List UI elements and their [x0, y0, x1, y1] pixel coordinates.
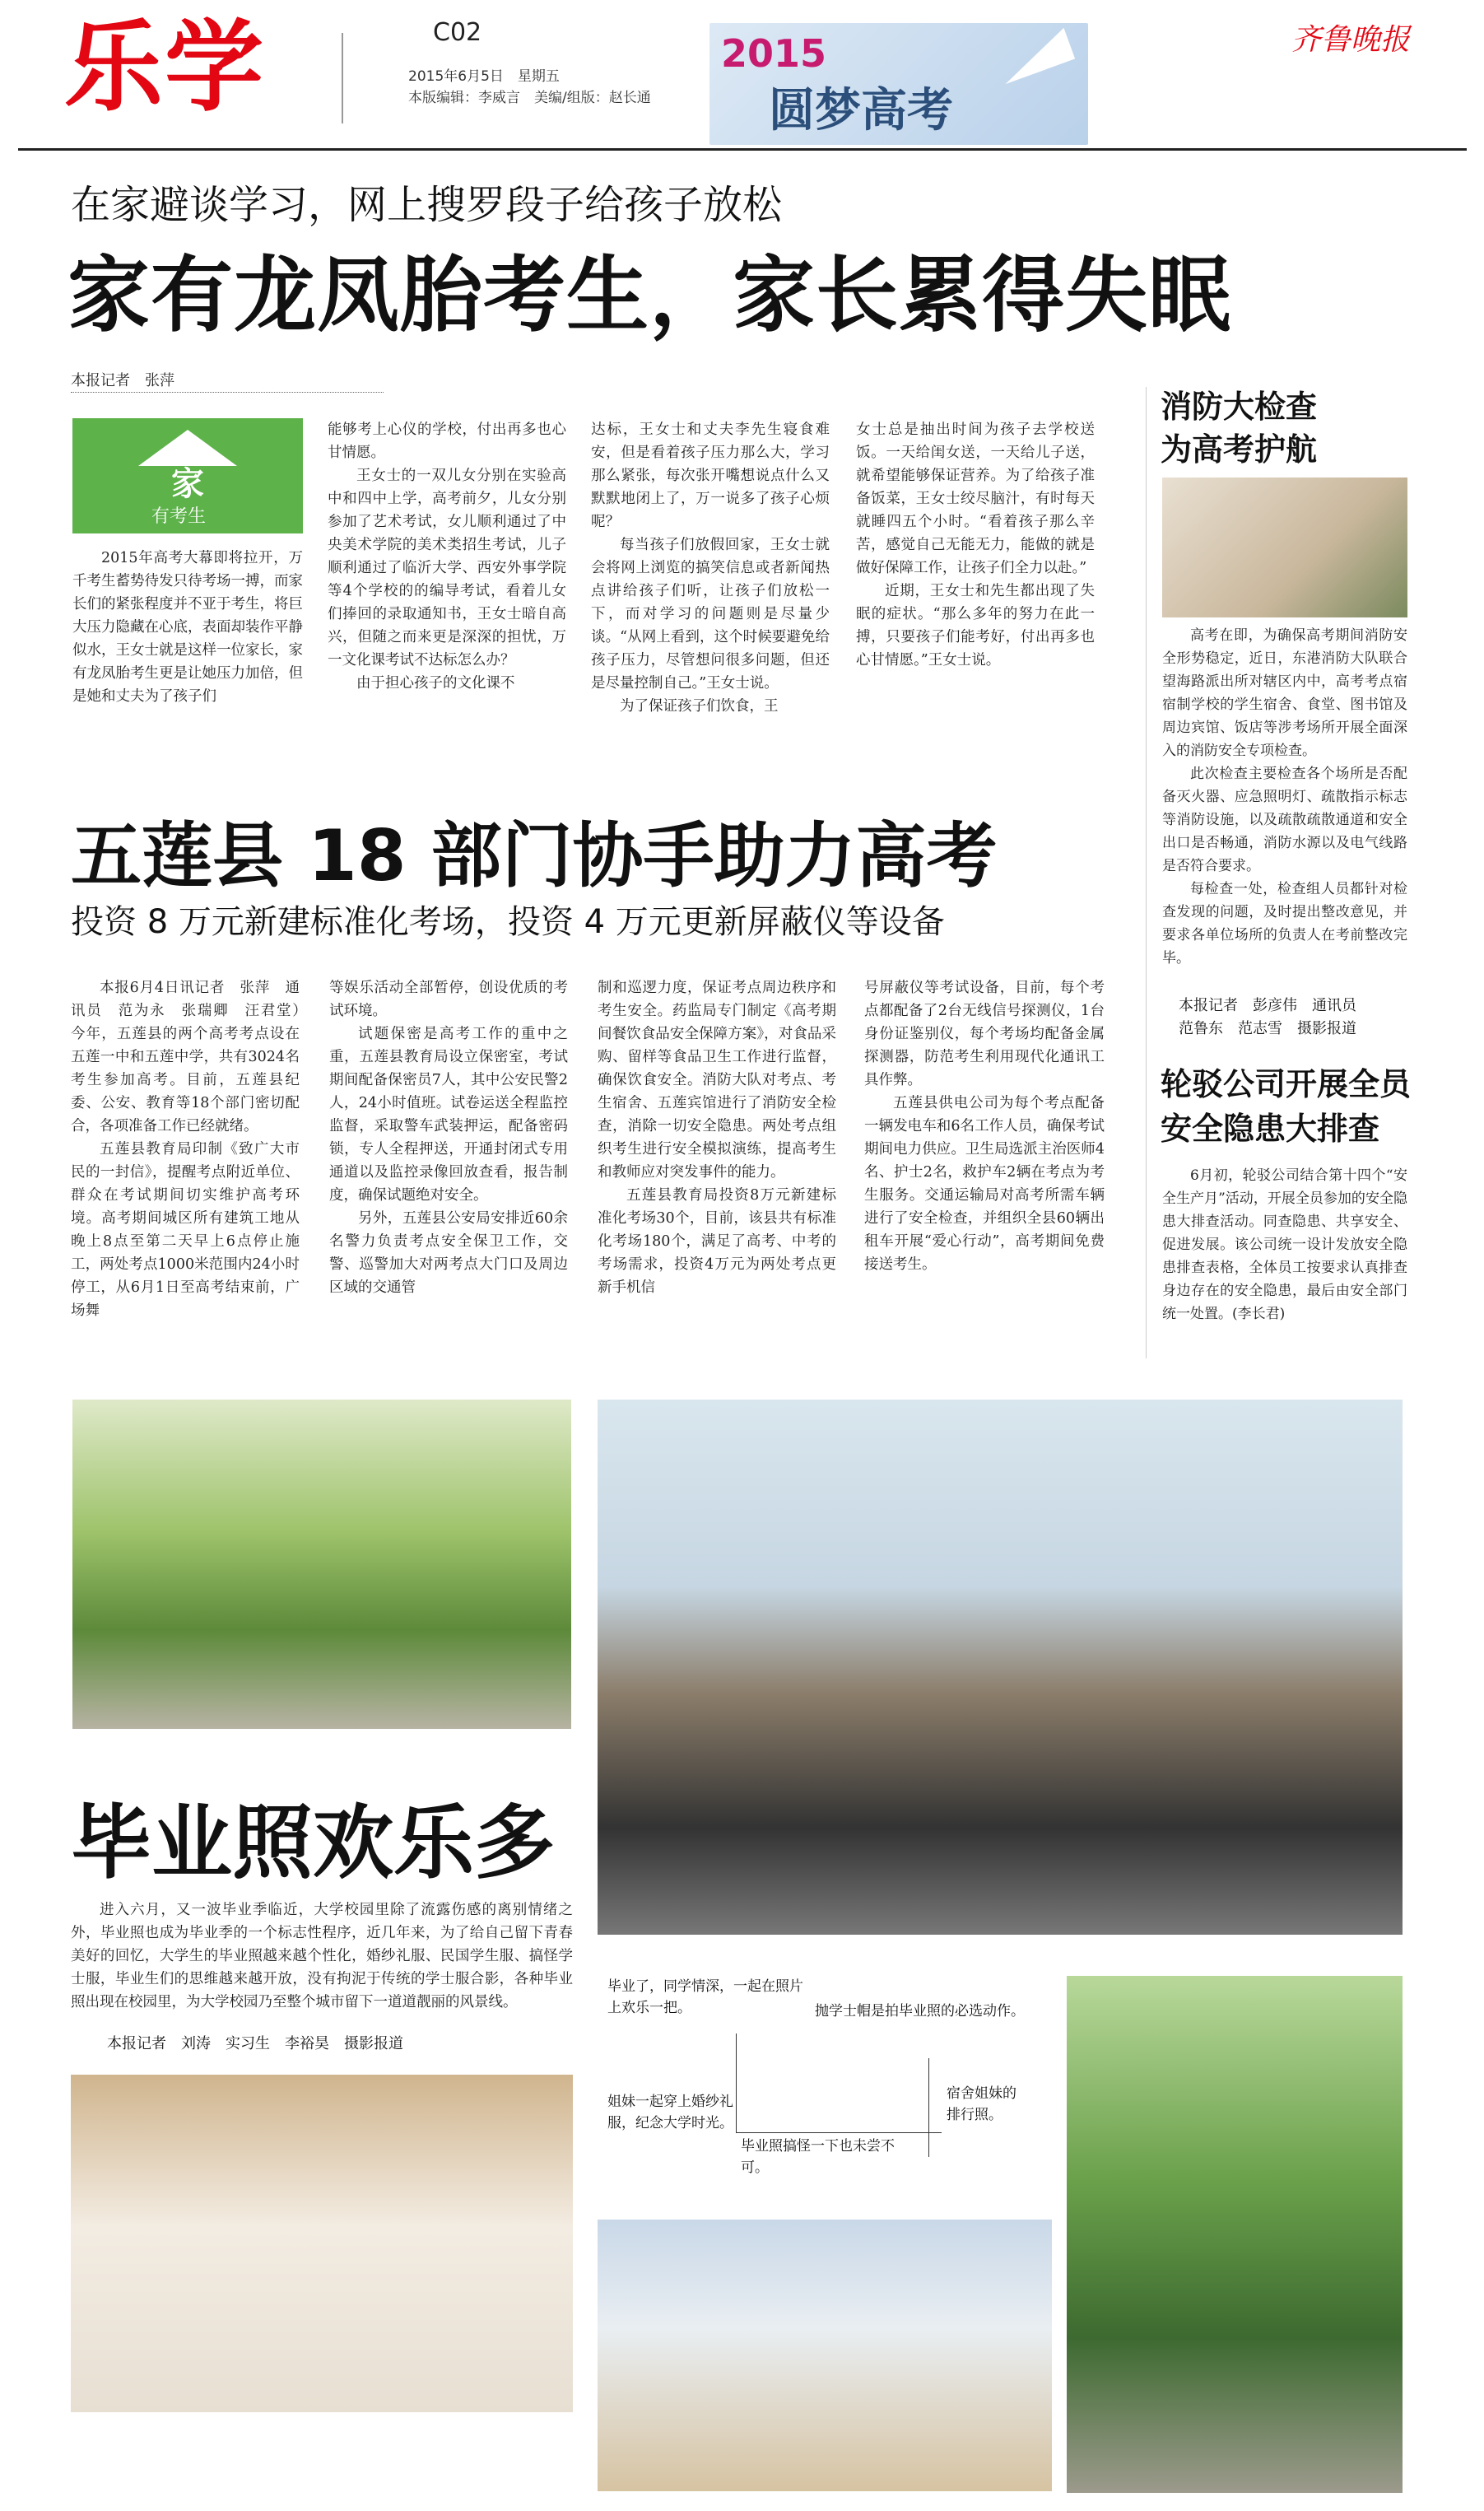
- masthead-divider: [342, 33, 343, 123]
- lead-headline: 家有龙凤胎考生，家长累得失眠: [67, 247, 1231, 343]
- paragraph: 另外，五莲县公安局安排近60余名警力负责考点安全保卫工作，交警、巡警加大对两考点大门口及周边区域的交通管: [329, 1210, 568, 1296]
- caption-divider: [736, 2033, 737, 2132]
- lead-column-b: [591, 418, 830, 718]
- paragraph: 五莲县教育局投资8万元新建标准化考场30个，目前，该县共有标准化考场180个，满足了高考、中考的考场需求，投资4万元为两处考点更新手机信: [598, 1187, 836, 1296]
- sidebar-fire-check-credit: [1179, 995, 1356, 1041]
- graduation-photo-funny: [598, 2220, 1052, 2491]
- fire-check-photo: [1162, 478, 1407, 617]
- credit-line: 范鲁东 范志雪 摄影报道: [1179, 1020, 1356, 1037]
- story2-column-b: [329, 976, 568, 1299]
- story2-column-d: [864, 976, 1105, 1276]
- paragraph: 6月初，轮驳公司结合第十四个“安全生产月”活动，开展全员参加的安全隐患大排查活动。同查隐患、共享安全、促进发展。该公司统一设计发放安全隐患排查表格，全体员工按要求认真排查身边存在的安全隐患，最后由安全部门统一处置。(李长君): [1162, 1167, 1407, 1322]
- paragraph: 高考在即，为确保高考期间消防安全形势稳定，近日，东港消防大队联合望海路派出所对辖区内中，高考考点宿宿制学校的学生宿舍、食堂、图书馆及周边宾馆、饭店等涉考场所开展全面深入的消防安全专项检查。: [1162, 627, 1407, 759]
- banner-year: 2015: [721, 31, 827, 76]
- paragraph: 能够考上心仪的学校，付出再多也心甘情愿。: [328, 422, 566, 461]
- paragraph: 试题保密是高考工作的重中之重，五莲县教育局设立保密室，考试期间配备保密员7人，其中公安民警2人，24小时值班。试卷运送全程监控监督，采取警车武装押运，配备密码锁，专人全程押送，开通封闭式专用通道以及监控录像回放查看，报告制度，确保试题绝对安全。: [329, 1026, 568, 1204]
- paragraph: 号屏蔽仪等考试设备，目前，每个考点都配备了2台无线信号探测仪，1台身份证鉴别仪，每个考场均配备金属探测器，防范考生利用现代化通讯工具作弊。: [864, 980, 1105, 1088]
- caption-cap-toss: 抛学士帽是拍毕业照的必选动作。: [815, 2003, 1025, 2020]
- paragraph: 由于担心孩子的文化课不: [356, 675, 515, 692]
- graduation-photo-dorm-sisters: [1067, 1976, 1403, 2493]
- paragraph: 近期，王女士和先生都出现了失眠的症状。“那么多年的努力在此一搏，只要孩子们能考好，付出再多也心甘情愿。”王女士说。: [856, 583, 1095, 669]
- title-line: 为高考护航: [1161, 431, 1318, 468]
- caption-dorm-sisters: 宿舍姐妹的排行照。: [947, 2085, 1016, 2123]
- lead-column-c: [856, 418, 1095, 672]
- paragraph: 五莲县供电公司为每个考点配备一辆发电车和6名工作人员，确保考试期间电力供应。卫生局选派主治医师4名、护士2名，救护车2辆在考点为考生服务。交通运输局对高考所需车辆进行了安全检查，并组织全县60辆出租车开展“爱心行动”，高考期间免费接送考生。: [864, 1095, 1105, 1273]
- paragraph: 本报6月4日讯记者 张萍 通讯员 范为永 张瑞卿 汪君堂） 今年，五莲县的两个高考考点设在五莲一中和五莲中学，共有3024名考生参加高考。目前，五莲县纪委、公安、教育等18个部门密切配合，各项准备工作已经就绪。: [71, 980, 314, 1134]
- lead-byline: 本报记者 张萍: [71, 372, 174, 389]
- paragraph: 为了保证孩子们饮食，王: [620, 698, 779, 715]
- paragraph: 王女士的一双儿女分别在实验高中和四中上学，高考前夕，儿女分别参加了艺术考试，女儿顺利通过了中央美术学院的美术类招生考试，儿子顺利通过了临沂大学、西安外事学院等4个学校的的编导考试，看着儿女们捧回的录取通知书，王女士暗自高兴，但随之而来更是深深的担忧，万一文化课考试不达标怎么办？: [328, 468, 566, 669]
- badge-tag: 有考生: [151, 506, 207, 527]
- graduation-photo-rocks: [72, 1400, 571, 1729]
- story3-headline: 毕业照欢乐多: [71, 1796, 556, 1890]
- caption-funny: 毕业照搞怪一下也未尝不可。: [741, 2138, 895, 2176]
- section-logo: 乐学: [64, 11, 265, 125]
- paragraph: 此次检查主要检查各个场所是否配备灭火器、应急照明灯、疏散指示标志等消防设施，以及疏散疏散通道和安全出口是否畅通，消防水源以及电气线路是否符合要求。: [1162, 766, 1407, 874]
- caption-friendship: 毕业了，同学情深，一起在照片上欢乐一把。: [607, 1978, 803, 2016]
- masthead-rule: [18, 148, 1467, 151]
- title-line: 安全隐患大排查: [1161, 1111, 1380, 1147]
- home-exam-badge: [72, 418, 303, 533]
- caption-wedding-dress: 姐妹一起穿上婚纱礼服，纪念大学时光。: [607, 2094, 733, 2131]
- paper-plane-icon: [994, 28, 1075, 84]
- lead-column-left: [72, 547, 303, 708]
- paragraph: 进入六月，又一波毕业季临近，大学校园里除了流露伤感的离别情绪之外，毕业照也成为毕业季的一个标志性程序，近几年来，为了给自己留下青春美好的回忆，大学生的毕业照越来越个性化，婚纱礼服、民国学生服、搞怪学士服，毕业生们的思维越来越开放，没有拘泥于传统的学士服合影，各种毕业照出现在校园里，为大学校园乃至整个城市留下一道道靓丽的风景线。: [71, 1902, 573, 2010]
- story2-headline: 五莲县 18 部门协手助力高考: [71, 815, 998, 897]
- story3-credit: 本报记者 刘涛 实习生 李裕昊 摄影报道: [107, 2035, 403, 2052]
- title-line: 消防大检查: [1161, 389, 1318, 425]
- paragraph: 达标，王女士和丈夫李先生寝食难安，但是看着孩子压力那么大，学习那么紧张，每次张开嘴想说点什么又默默地闭上了，万一说多了孩子心烦呢？: [591, 422, 830, 530]
- graduation-photo-cap-toss: [598, 1400, 1403, 1935]
- banner-title: 圆梦高考: [769, 84, 953, 137]
- sidebar-safety-title: [1161, 1062, 1411, 1151]
- title-line: 轮驳公司开展全员: [1161, 1066, 1412, 1102]
- byline-rule: [71, 392, 384, 393]
- paragraph: 制和巡逻力度，保证考点周边秩序和考生安全。药监局专门制定《高考期间餐饮食品安全保障方案》，对食品采购、留样等食品卫生工作进行监督，确保饮食安全。消防大队对考点、考生宿舍、五莲宾馆进行了消防安全检查，消除一切安全隐患。两处考点组织考生进行安全模拟演练，提高考生和教师应对突发事件的能力。: [598, 980, 836, 1181]
- caption-divider: [736, 2132, 942, 2133]
- paragraph: 等娱乐活动全部暂停，创设优质的考试环境。: [329, 980, 568, 1019]
- sidebar-safety-body: [1162, 1164, 1407, 1325]
- credit-line: 本报记者 彭彦伟 通讯员: [1179, 997, 1356, 1014]
- page-editors: 本版编辑：李威言 美编/组版：赵长通: [408, 90, 651, 106]
- newspaper-logo: 齐鲁晚报: [1291, 23, 1410, 57]
- page-code: C02: [433, 18, 482, 47]
- issue-date: 2015年6月5日 星期五: [408, 68, 560, 85]
- sidebar-fire-check-body: [1162, 624, 1407, 970]
- paragraph: 女士总是抽出时间为孩子去学校送饭。一天给闺女送，一天给儿子送，就希望能够保证营养。为了给孩子准备饭菜，王女士绞尽脑汁，有时每天就睡四五个小时。“看着孩子那么辛苦，感觉自己无能无力，能做的就是做好保障工作，让孩子们全力以赴。”: [856, 422, 1095, 576]
- paragraph: 2015年高考大幕即将拉开，万千考生蓄势待发只待考场一搏，而家长们的紧张程度并不亚于考生，将巨大压力隐藏在心底，表面却装作平静似水，王女士就是这样一位家长，家有龙凤胎考生更是让她压力加倍，但是她和丈夫为了孩子们: [72, 550, 303, 705]
- gaokao-banner: [709, 23, 1088, 145]
- story2-column-c: [598, 976, 836, 1299]
- lead-kicker: 在家避谈学习，网上搜罗段子给孩子放松: [71, 182, 783, 228]
- sidebar-separator: [1146, 387, 1147, 1358]
- sidebar-fire-check-title: [1161, 385, 1317, 471]
- story2-column-a: [71, 976, 314, 1322]
- paragraph: 每当孩子们放假回家，王女士就会将网上浏览的搞笑信息或者新闻热点讲给孩子们听，让孩子们放松一下，而对学习的问题则是尽量少谈。“从网上看到，这个时候要避免给孩子压力，尽管想问很多问题，但还是尽量控制自己。”王女士说。: [591, 537, 830, 692]
- paragraph: 每检查一处，检查组人员都针对检查发现的问题，及时提出整改意见，并要求各单位场所的负责人在考前整改完毕。: [1162, 881, 1407, 967]
- paragraph: 五莲县教育局印制《致广大市民的一封信》，提醒考点附近单位、群众在考试期间切实维护高考环境。高考期间城区所有建筑工地从晚上8点至第二天早上6点停止施工，两处考点1000米范围内24小时停工，从6月1日至高考结束前，广场舞: [71, 1141, 300, 1319]
- story2-subhead: 投资 8 万元新建标准化考场，投资 4 万元更新屏蔽仪等设备: [71, 903, 945, 941]
- caption-divider: [928, 2058, 929, 2157]
- graduation-photo-wedding-dresses: [71, 2075, 573, 2412]
- story3-body: [71, 1898, 573, 2014]
- lead-column-a: [328, 418, 566, 695]
- badge-char: 家: [171, 465, 204, 503]
